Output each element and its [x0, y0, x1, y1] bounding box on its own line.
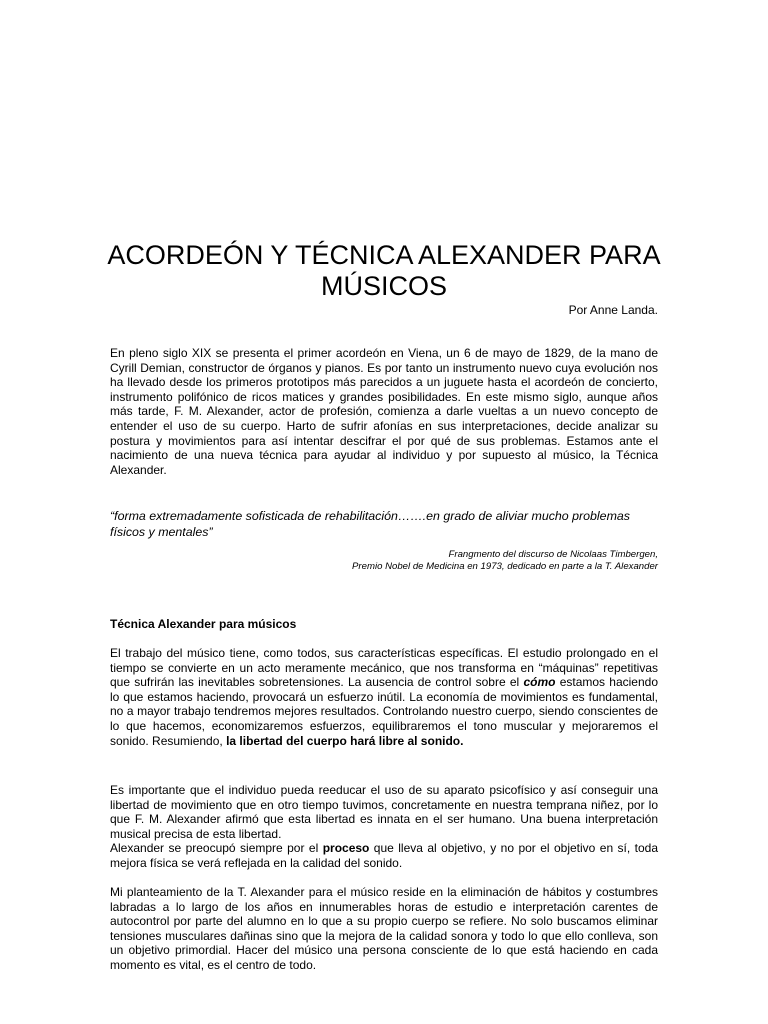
- paragraph-3-proceso: proceso: [322, 841, 370, 856]
- paragraph-2-text-b: estamos haciendo lo que estamos haciendo, provocará un esfuerzo inútil. La economía de movimientos es fundamental, no a mayor trabajo tendremos mejores resultados. Controlando nuestro cuerpo, siendo conscientes de lo que hacemos, economizaremos esfuerzos, equilibraremos el tono muscular y mejoraremos el sonido. Resumiendo,: [110, 675, 658, 748]
- paragraph-2: [110, 646, 658, 748]
- paragraph-3: [110, 783, 658, 871]
- quote-credit: [110, 549, 658, 573]
- byline: Por Anne Landa.: [568, 303, 658, 317]
- paragraph-3-text-b-pre: Alexander se preocupó siempre por el: [110, 841, 323, 856]
- paragraph-3-text-a: Es importante que el individuo pueda reeducar el uso de su aparato psicofísico y así conseguir una libertad de movimiento que en otro tiempo tuvimos, concretamente en nuestra temprana niñez, por lo que F. M. Alexander afirmó que esta libertad es innata en el ser humano. Una buena interpretación musical precisa de esta libertad.: [110, 783, 658, 841]
- page-title: ACORDEÓN Y TÉCNICA ALEXANDER PARA MÚSICOS: [107, 240, 661, 301]
- paragraph-2-text-a: El trabajo del músico tiene, como todos, sus características específicas. El estudio prolongado en el tiempo se convierte en un acto meramente mecánico, que nos transforma en “máquinas” repetitivas que sufrirán las inevitables sobretensiones. La ausencia de control sobre el: [110, 646, 658, 690]
- paragraph-2-conclusion: la libertad del cuerpo hará libre al sonido.: [226, 733, 464, 748]
- section-title: Técnica Alexander para músicos: [110, 617, 297, 631]
- paragraph-2-emphasis: cómo: [523, 675, 556, 690]
- paragraph-4: Mi planteamiento de la T. Alexander para el músico reside en la eliminación de hábitos y costumbres labradas a lo largo de los años en innumerables horas de estudio e interpretación carentes de autocontrol por parte del alumno en lo que a su propio cuerpo se refiere. No solo buscamos eliminar tensiones musculares dañinas sino que la mejora de la calidad sonora y todo lo que ello conlleva, son un objetivo primordial. Hacer del músico una persona consciente de lo que está haciendo en cada momento es vital, es el centro de todo.: [110, 885, 658, 972]
- credit-line-1: Frangmento del discurso de Nicolaas Timbergen,: [448, 549, 658, 560]
- intro-paragraph: En pleno siglo XIX se presenta el primer acordeón en Viena, un 6 de mayo de 1829, de la mano de Cyrill Demian, constructor de órganos y pianos. Es por tanto un instrumento nuevo cuya evolución nos ha llevado desde los primeros prototipos más parecidos a un juguete hasta el acordeón de concierto, instrumento polifónico de ricos matices y grandes posibilidades. En este mismo siglo, aunque años más tarde, F. M. Alexander, actor de profesión, comienza a darle vueltas a un nuevo concepto de entender el uso de su cuerpo. Harto de sufrir afonías en sus interpretaciones, decide analizar su postura y movimientos para así intentar descifrar el por qué de sus problemas. Estamos ante el nacimiento de una nueva técnica para ayudar al individuo y por supuesto al músico, la Técnica Alexander.: [110, 346, 658, 477]
- paragraph-3-text-b-post: que lleva al objetivo, y no por el objetivo en sí, toda mejora física se verá reflejada en la calidad del sonido.: [110, 841, 658, 870]
- quote: “forma extremadamente sofisticada de rehabilitación…….en grado de aliviar mucho problemas físicos y mentales”: [110, 509, 630, 539]
- credit-line-2: Premio Nobel de Medicina en 1973, dedicado en parte a la T. Alexander: [352, 561, 658, 572]
